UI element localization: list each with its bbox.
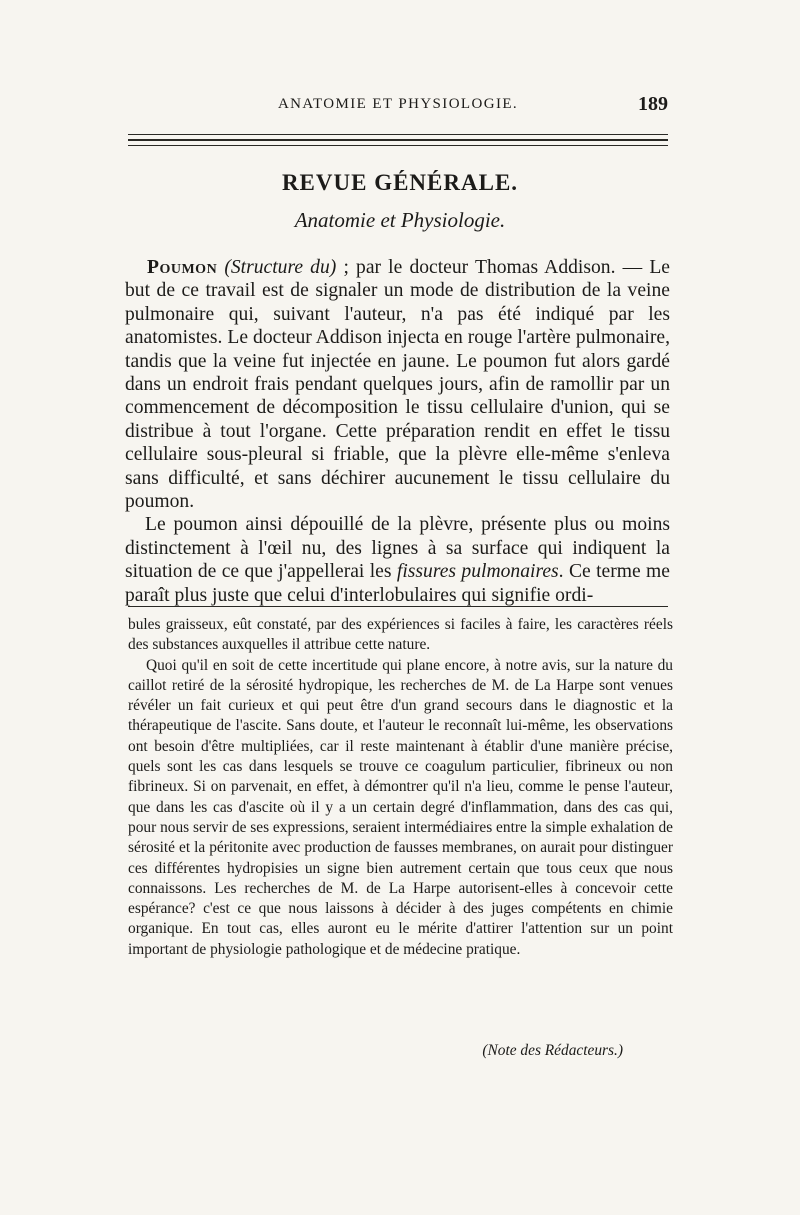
note-credit-text: (Note des Rédacteurs.) — [482, 1042, 623, 1059]
italic-term: fissures pulmonaires — [396, 561, 559, 583]
note-credit — [128, 1042, 623, 1060]
article-body — [125, 256, 670, 607]
header-rule-thick — [128, 139, 668, 141]
paragraph-text: ; par le docteur Thomas Addison. — Le but de ce travail est de signaler un mode de distribution de la veine pulmonaire qui, suivant l'auteur, n'a pas été indiqué par les anatomistes. Le docteur Addison injecta en rouge l'artère pulmonaire, tandis que la veine fut injectée en jaune. Le poumon fut alors gardé dans un endroit frais pendant quelques jours, afin de ramollir par un commencement de décomposition le tissu cellulaire d'union, qui se distribue à tout l'organe. Cette préparation rendit en effet le tissu cellulaire sous-pleural si friable, que la plèvre elle-même s'enleva sans difficulté, et sans déchirer aucunement le tissu cellulaire du poumon. — [125, 257, 670, 513]
footnote-block — [128, 615, 673, 960]
lead-qualifier: (Structure du) — [224, 257, 337, 278]
paragraph-text: Le poumon ainsi dépouillé de la plèvre, présente plus ou moins distinctement à l'œil nu, des lignes à sa surface qui indiquent la situation de ce que j'appellerai les — [125, 514, 670, 583]
header-rule-top — [128, 134, 668, 135]
header-rule-bottom — [128, 145, 668, 146]
article-paragraph — [125, 513, 670, 607]
lead-term: Poumon — [147, 257, 218, 278]
running-head — [128, 93, 668, 120]
page-number: 189 — [638, 93, 668, 115]
section-subtitle: Anatomie et Physiologie. — [294, 208, 506, 232]
section-title: REVUE GÉNÉRALE. — [281, 170, 519, 195]
footnote-rule — [128, 606, 668, 607]
article-paragraph — [125, 256, 670, 513]
footnote-paragraph: bules graisseux, eût constaté, par des expériences si faciles à faire, les caractères réels des substances auxquelles il attribue cette nature. — [128, 616, 673, 654]
running-title: ANATOMIE ET PHYSIOLOGIE. — [277, 96, 519, 112]
paragraph-text: . Ce terme me paraît plus juste que celui d'interlobulaires qui signifie ordi- — [125, 561, 670, 606]
footnote-paragraph: Quoi qu'il en soit de cette incertitude qui plane encore, à notre avis, sur la nature du caillot retiré de la sérosité hydropique, les recherches de M. de La Harpe sont venues révéler un fait curieux et qui peut être d'un grand secours dans le diagnostic et la thérapeutique de l'ascite. Sans doute, et l'auteur le reconnaît lui-même, les observations ont besoin d'être multipliées, car il reste maintenant à établir d'une manière précise, quels sont les cas dans lesquels se trouve ce coagulum particulier, fibrineux ou non fibrineux. Si on parvenait, en effet, à démontrer qu'il n'a lieu, comme le pense l'auteur, que dans les cas d'ascite où il y a un certain degré d'inflammation, dans des cas qui, pour nous servir de ses expressions, seraient intermédiaires entre la simple exhalation de sérosité et la péritonite avec production de fausses membranes, on aurait pour distinguer ces différentes hydropisies un signe bien autrement certain que tous ceux que nous connaissons. Les recherches de M. de La Harpe autorisent-elles à concevoir cette espérance? c'est ce que nous laissons à décider à des juges compétents en chimie organique. En tout cas, elles auront eu le mérite d'attirer l'attention sur un point important de physiologie pathologique et de médecine pratique. — [128, 656, 673, 958]
